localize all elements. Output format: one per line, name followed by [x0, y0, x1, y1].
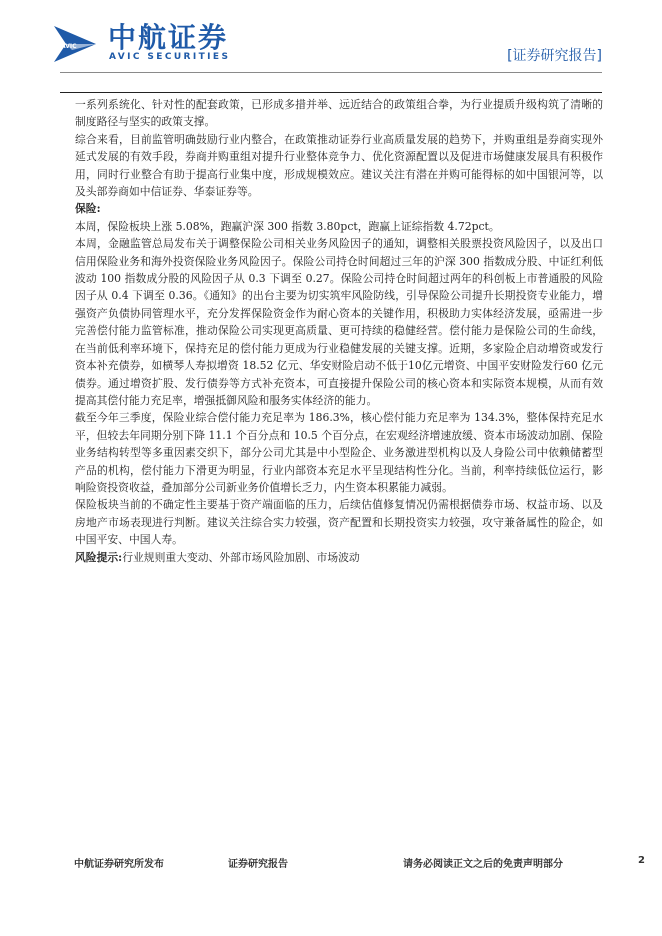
- page-footer: [0, 855, 662, 875]
- body-paragraph: 本周，保险板块上涨 5.08%，跑赢沪深 300 指数 3.80pct，跑赢上证综指数 4.72pct。: [75, 219, 500, 233]
- report-body: [75, 96, 603, 566]
- logo-chinese-name: 中航证券: [108, 21, 229, 54]
- avic-logo: [52, 22, 248, 66]
- body-paragraph: 本周，金融监管总局发布关于调整保险公司相关业务风险因子的通知，调整相关股票投资风险因子，以及出口信用保险业务和海外投资保险业务风险因子。保险公司持仓时间超过三年的沪深 300 指数成分股、中证红利低波动 100 指数成分股的风险因子从 0.3 下调至 0.27。保险公司持仓时间超过两年的科创板上市普通股的风险因子从 0.4 下调至 0.36。《通知》的出台主要为切实筑牢风险防线，引导保险公司提升长期投资专业能力，增强资产负债协同管理水平，充分发挥保险资金作为耐心资本的关键作用，积极助力实体经济发展，亟需进一步完善偿付能力监管标准，推动保险公司实现更高质量、更可持续的稳健经营。偿付能力是保险公司的生命线，在当前低利率环境下，保持充足的偿付能力更成为行业稳健发展的关键支撑。近期，多家险企启动增资或发行资本补充债券，如横琴人寿拟增资 18.52 亿元、华安财险启动不低于10亿元增资、中国平安财险发行60 亿元债券。通过增资扩股、发行债券等方式补充资本，可直接提升保险公司的核心资本和实际资本规模，从而有效提高其偿付能力充足率，增强抵御风险和服务实体经济的能力。: [75, 237, 603, 407]
- risk-warning: [75, 549, 603, 566]
- footer-disclaimer: 请务必阅读正文之后的免责声明部分: [403, 859, 563, 870]
- risk-warning-label: 风险提示:: [75, 550, 123, 564]
- page-header: [0, 0, 662, 96]
- page-number: 2: [638, 855, 645, 866]
- body-paragraph: 综合来看，目前监管明确鼓励行业内整合，在政策推动证券行业高质量发展的趋势下，并购重组是券商实现外延式发展的有效手段，券商并购重组对提升行业整体竞争力、优化资源配置以及促进市场健康发展具有积极作用，同时行业整合有助于提高行业集中度，形成规模效应。建议关注有潜在并购可能得标的如中国银河等，以及头部券商如中信证券、华泰证券等。: [75, 132, 603, 199]
- header-divider: [60, 92, 602, 93]
- body-paragraph: 保险板块当前的不确定性主要基于资产端面临的压力，后续估值修复情况仍需根据债券市场、权益市场、以及房地产市场表现进行判断。建议关注综合实力较强，资产配置和长期投资实力较强，攻守兼备属性的险企，如中国平安、中国人寿。: [75, 498, 603, 547]
- body-paragraph: 一系列系统化、针对性的配套政策，已形成多措并举、远近结合的政策组合拳，为行业提质升级构筑了清晰的制度路径与坚实的政策支撑。: [75, 98, 603, 129]
- header-doc-type: [证券研究报告]: [507, 48, 602, 64]
- header-divider-thin: [60, 72, 602, 73]
- logo-badge-text: AVIC: [61, 43, 77, 50]
- body-paragraph: 截至今年三季度，保险业综合偿付能力充足率为 186.3%，核心偿付能力充足率为 134.3%，整体保持充足水平，但较去年同期分别下降 11.1 个百分点和 10.5 个百分点，在宏观经济增速放缓、资本市场波动加剧、保险业务结构转型等多重因素交织下，部分公司尤其是中小型险企、业务激进型机构以及人身险公司中依赖储蓄型产品的机构，偿付能力下滑更为明显，行业内部资本充足水平呈现结构性分化。当前，利率持续低位运行，影响险资投资收益，叠加部分公司新业务价值增长乏力，内生资本积累能力减弱。: [75, 411, 603, 494]
- section-heading-insurance: 保险:: [75, 202, 101, 216]
- footer-doc-type: 证券研究报告: [228, 859, 288, 870]
- logo-english-name: AVIC SECURITIES: [109, 52, 231, 62]
- footer-publisher: 中航证券研究所发布: [74, 859, 164, 870]
- airplane-logo-icon: [52, 22, 98, 66]
- risk-warning-text: 行业规则重大变动、外部市场风险加剧、市场波动: [122, 550, 360, 564]
